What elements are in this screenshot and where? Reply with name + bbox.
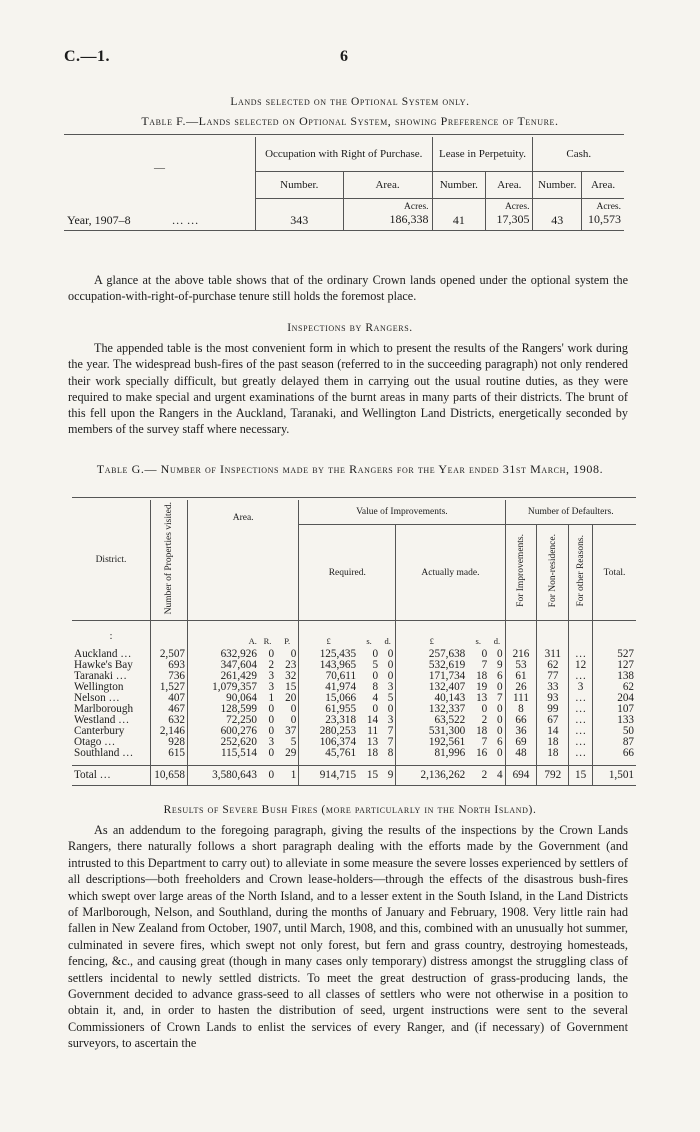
table-g — [72, 500, 636, 786]
table-g-cell-p: 1 — [276, 765, 299, 785]
table-f-blank-head: — — [154, 161, 165, 174]
paragraph-inspections — [68, 340, 628, 438]
table-g-cell-act-s: 13 — [476, 692, 488, 705]
unit-pence: d. — [493, 636, 501, 647]
table-g-cell-res: 93 — [537, 693, 569, 704]
table-g-cell-res: 77 — [537, 671, 569, 682]
table-g-head-nonresidence: For Non-residence. — [547, 533, 558, 608]
table-f-subhead: Area. — [486, 172, 533, 199]
table-g-cell-act-s: 16 — [476, 747, 488, 760]
table-g-head-value: Value of Improvements. — [299, 500, 505, 524]
table-g-cell-req-l: 280,253 — [299, 726, 358, 737]
table-g-cell-props: 10,658 — [151, 765, 188, 785]
table-g-cell-res: 33 — [537, 682, 569, 693]
table-g-cell-act-d: 7 — [496, 692, 503, 705]
table-g-head-district: District. — [95, 555, 127, 566]
table-g-cell-act-d: 6 — [496, 736, 503, 749]
unit-pence: d. — [384, 636, 391, 647]
table-g-cell-tot: 127 — [592, 660, 636, 671]
table-g-cell-district: Wellington — [74, 681, 124, 694]
table-g-cell-r: 0 — [268, 747, 275, 760]
section-title-optional-system: Lands selected on the Optional System only. — [230, 96, 470, 108]
table-g-cell-req-s: 5 — [372, 659, 379, 672]
document-reference: C.—1. — [64, 48, 111, 65]
paragraph-text: The appended table is the most convenient form in which to present the results of the Rangers' work during the year. The widespread bush-fires of the past season (referred to in the succeeding paragraph) not only rendered their work specially difficult, but greatly delayed them in carrying out the usual routine duties, as they were required to make special and urgent examinations of the burnt areas in many parts of their districts. The brunt of this fell upon the Rangers in the Auckland, Taranaki, and Wellington Land Districts, energetically seconded by members of the survey staff where necessary. — [68, 341, 628, 437]
table-g-cell-act-d: 4 — [489, 765, 505, 785]
table-f-cell: 41 — [432, 199, 486, 231]
table-g-cell-res: 14 — [537, 726, 569, 737]
table-g-cell-r: 3 — [268, 670, 275, 683]
section-title-bush-fires: Results of Severe Bush Fires (more particularly in the North Island). — [163, 804, 537, 816]
table-g-head-area: Area. — [188, 500, 299, 621]
table-g-cell-req-s: 0 — [372, 670, 379, 683]
table-g-cell-act-d: 0 — [496, 648, 503, 661]
table-g-cell-district: Canterbury — [74, 725, 125, 738]
table-g-cell-props: 407 — [151, 693, 188, 704]
table-g-cell-district: Taranaki … — [74, 670, 127, 683]
table-g-cell-res: 792 — [537, 765, 569, 785]
table-g-cell-req-s: 15 — [358, 765, 380, 785]
table-g-cell-a: 632,926 — [188, 649, 259, 660]
table-f-caption-text: —Lands selected on Optional System, showing Preference of Tenure. — [186, 114, 559, 128]
table-g-cell-props: 1,527 — [151, 682, 188, 693]
table-f-subhead: Area. — [582, 172, 624, 199]
unit-shillings: s. — [366, 636, 372, 647]
table-g-cell-act-d: 9 — [496, 659, 503, 672]
table-g-cell-tot: 1,501 — [592, 765, 636, 785]
table-g-cell-props: 2,507 — [151, 649, 188, 660]
page-number: 6 — [340, 48, 348, 65]
table-g-cell-props: 2,146 — [151, 726, 188, 737]
table-f — [64, 137, 624, 231]
table-g-head-other: For other Reasons. — [575, 534, 586, 607]
table-g-label: Table G. — [96, 462, 145, 476]
table-g-cell-tot: 66 — [592, 748, 636, 759]
table-g-cell-imp: 53 — [505, 660, 537, 671]
paragraph-text: As an addendum to the foregoing paragraph, giving the results of the inspections by the Crown Lands Rangers, there naturally follows a short paragraph dealing with the efforts made by the Government (and intrusted to this Department to carry out) to alleviate in some measure the severe losses experienced by settlers of all descriptions—both freeholders and Crown lease-holders—through the effects of the disastrous bush-fires which swept over large areas of the North Island, and to a lesser extent in the South Island, in the Land Districts of Marlborough, Nelson, and Southland, during the months of January and February, 1908. Very little rain had fallen in New Zealand from October, 1907, until March, 1908, and this, combined with an unusually hot summer, culminated in severe fires, which swept not only forest, but fern and grass country, destroying homesteads, fencing, &c., and causing great (though in many cases only temporary) distress amongst the struggling class of settlers incidental to newly settled districts. To meet the great destruction of grass-producing lands, the Government decided to advance grass-seed to all classes of settlers who were not otherwise in a position to obtain it, and, in order to hasten the distribution of seed, urgent instructions were sent to the several Commissioners of Crown Lands to enlist the services of every Ranger, and (if necessary) of Government surveyors, to ascertain the — [68, 823, 628, 1051]
table-g-cell-district: Southland … — [74, 747, 134, 760]
table-g-cell-res: 18 — [537, 737, 569, 748]
paragraph-text: A glance at the above table shows that of the ordinary Crown lands opened under the optional system the occupation-with-right-of-purchase tenure still holds the foremost place. — [68, 273, 628, 304]
table-f-subhead: Area. — [343, 172, 432, 199]
table-f-unit: Acres. — [404, 201, 429, 212]
table-g-cell-req-l: 45,761 — [299, 748, 358, 759]
table-g-cell-r: 0 — [259, 765, 276, 785]
table-g-head-properties: Number of Properties visited. — [164, 502, 174, 615]
table-g-cell-imp: 216 — [505, 649, 537, 660]
unit-acres: A. — [188, 621, 259, 650]
page-header — [64, 48, 640, 70]
table-g-cell-imp: 69 — [505, 737, 537, 748]
table-g-cell-a: 347,604 — [188, 660, 259, 671]
table-g-cell-req-d: 9 — [380, 765, 396, 785]
table-g-cell-tot: 133 — [592, 715, 636, 726]
table-g-cell-r: 3 — [268, 681, 275, 694]
table-g-cell-tot: 62 — [592, 682, 636, 693]
table-g-cell-r: 0 — [268, 703, 275, 716]
table-g-cell-a: 1,079,357 — [188, 682, 259, 693]
table-g-cell-req-d: 5 — [387, 692, 394, 705]
table-g-cell-act-s: 19 — [476, 681, 488, 694]
table-g-cell-act-s: 2 — [467, 765, 489, 785]
table-g-cell-a: 261,429 — [188, 671, 259, 682]
table-f-leader-dots: … … — [171, 212, 199, 227]
table-g-cell-oth: 12 — [569, 660, 593, 671]
table-f-label: Table F. — [141, 114, 187, 128]
table-f-subhead: Number. — [432, 172, 486, 199]
unit-shillings: s. — [475, 636, 481, 647]
table-g-cell-act-d: 6 — [496, 670, 503, 683]
table-g-cell-req-s: 8 — [372, 681, 379, 694]
table-g-colon: : — [109, 631, 113, 643]
table-g-cell-imp: 26 — [505, 682, 537, 693]
table-g-cell-a: 128,599 — [188, 704, 259, 715]
table-g-cell-oth: … — [569, 737, 593, 748]
table-g-cell-res: 62 — [537, 660, 569, 671]
table-g-cell-req-d: 0 — [387, 659, 394, 672]
table-f-group-cash: Cash. — [533, 137, 624, 172]
table-g-cell-req-s: 4 — [372, 692, 379, 705]
table-g-cell-p: 23 — [285, 659, 297, 672]
table-g-cell-district: Nelson … — [74, 692, 120, 705]
table-g-cell-r: 2 — [268, 659, 275, 672]
table-g-cell-req-d: 8 — [387, 747, 394, 760]
table-g-cell-r: 0 — [268, 648, 275, 661]
table-g-cell-req-l: 70,611 — [299, 671, 358, 682]
table-g-cell-act-s: 18 — [476, 670, 488, 683]
table-g-cell-props: 928 — [151, 737, 188, 748]
table-g-cell-req-d: 7 — [387, 725, 394, 738]
table-g-cell-req-l: 23,318 — [299, 715, 358, 726]
table-g-cell-r: 0 — [268, 725, 275, 738]
table-g-cell-res: 18 — [537, 748, 569, 759]
table-g-head-total: Total. — [592, 524, 636, 621]
table-g-cell-props: 693 — [151, 660, 188, 671]
table-g-cell-act-l: 132,407 — [396, 682, 467, 693]
table-g-head-defaulters: Number of Defaulters. — [505, 500, 636, 524]
table-g-cell-req-d: 3 — [387, 681, 394, 694]
table-g-cell-res: 311 — [537, 649, 569, 660]
table-g-cell-p: 37 — [285, 725, 297, 738]
table-g-row — [72, 748, 636, 759]
table-f-cell: 17,305 — [496, 211, 530, 226]
table-g-cell-p: 15 — [285, 681, 297, 694]
table-g-cell-district: Marlborough — [74, 703, 134, 716]
table-g-cell-act-l: 132,337 — [396, 704, 467, 715]
table-g-cell-req-l: 61,955 — [299, 704, 358, 715]
table-g-cell-district: Otago … — [74, 736, 116, 749]
table-g-cell-act-l: 63,522 — [396, 715, 467, 726]
table-g-cell-req-s: 18 — [366, 747, 379, 760]
unit-pounds: £ — [396, 621, 467, 650]
table-g-cell-req-s: 11 — [367, 725, 379, 738]
table-g-cell-act-s: 18 — [476, 725, 488, 738]
table-g-total-row — [72, 765, 636, 785]
table-f-subhead: Number. — [256, 172, 344, 199]
unit-perches: P. — [284, 636, 291, 647]
table-g-cell-act-l: 40,143 — [396, 693, 467, 704]
table-g-cell-oth: … — [569, 726, 593, 737]
table-g-top-rule — [72, 497, 636, 498]
table-g-cell-a: 3,580,643 — [188, 765, 259, 785]
table-g-cell-act-d: 0 — [496, 681, 503, 694]
unit-roods: R. — [263, 636, 272, 647]
section-title-inspections: Inspections by Rangers. — [287, 322, 413, 334]
table-g-cell-req-d: 0 — [387, 648, 394, 661]
table-f-cell: 186,338 — [389, 211, 429, 226]
table-f-unit: Acres. — [596, 201, 621, 212]
table-g-head-improvements: For Improvements. — [515, 534, 526, 607]
table-g-head-required: Required. — [299, 524, 396, 621]
table-g-cell-act-d: 0 — [496, 703, 503, 716]
table-g-cell-imp: 48 — [505, 748, 537, 759]
table-g-cell-imp: 694 — [505, 765, 537, 785]
table-g-cell-act-d: 0 — [496, 725, 503, 738]
table-g-cell-district: Total … — [72, 765, 151, 785]
table-g-cell-p: 5 — [290, 736, 297, 749]
table-f-row — [64, 199, 624, 231]
table-g-cell-act-l: 532,619 — [396, 660, 467, 671]
table-g-cell-req-d: 3 — [387, 714, 394, 727]
table-g-cell-oth: … — [569, 671, 593, 682]
table-f-subhead: Number. — [533, 172, 582, 199]
table-g-cell-tot: 87 — [592, 737, 636, 748]
table-f-unit: Acres. — [504, 201, 530, 212]
table-g-cell-imp: 36 — [505, 726, 537, 737]
table-g-cell-res: 67 — [537, 715, 569, 726]
table-g-cell-a: 252,620 — [188, 737, 259, 748]
table-g-cell-props: 615 — [151, 748, 188, 759]
table-g-caption — [68, 462, 632, 477]
table-g-cell-district: Hawke's Bay — [74, 659, 133, 672]
table-g-cell-req-l: 143,965 — [299, 660, 358, 671]
table-g-cell-oth: 3 — [569, 682, 593, 693]
table-f-cell: 343 — [256, 199, 344, 231]
table-g-cell-p: 0 — [290, 703, 297, 716]
table-g-cell-act-s: 7 — [481, 659, 488, 672]
table-g-cell-act-d: 0 — [496, 714, 503, 727]
table-g-cell-req-s: 13 — [366, 736, 379, 749]
table-g-cell-p: 32 — [285, 670, 297, 683]
table-g-cell-act-l: 531,300 — [396, 726, 467, 737]
table-g-cell-act-d: 0 — [496, 747, 503, 760]
table-g-cell-tot: 527 — [592, 649, 636, 660]
table-g-cell-a: 115,514 — [188, 748, 259, 759]
table-g-cell-req-s: 0 — [372, 703, 379, 716]
table-g-cell-p: 0 — [290, 648, 297, 661]
table-f-cell: 43 — [533, 199, 582, 231]
table-f-top-rule — [64, 134, 624, 135]
paragraph-bush-fires — [68, 822, 628, 1052]
table-g-cell-tot: 204 — [592, 693, 636, 704]
table-f-cell: 10,573 — [588, 211, 621, 226]
table-g-cell-act-s: 7 — [481, 736, 488, 749]
table-g-cell-req-s: 0 — [372, 648, 379, 661]
table-g-cell-tot: 50 — [592, 726, 636, 737]
table-g-cell-oth: … — [569, 748, 593, 759]
table-g-cell-req-l: 106,374 — [299, 737, 358, 748]
table-g-cell-p: 20 — [285, 692, 297, 705]
table-g-cell-req-l: 125,435 — [299, 649, 358, 660]
table-f-group-lease: Lease in Perpetuity. — [432, 137, 533, 172]
table-g-cell-oth: 15 — [569, 765, 593, 785]
table-g-caption-text: — Number of Inspections made by the Rangers for the Year ended 31st March, 1908. — [144, 462, 604, 476]
table-g-cell-district: Auckland … — [74, 648, 132, 661]
table-g-cell-req-d: 7 — [387, 736, 394, 749]
table-g-cell-act-l: 81,996 — [396, 748, 467, 759]
table-g-cell-act-l: 192,561 — [396, 737, 467, 748]
table-g-cell-act-s: 0 — [481, 703, 488, 716]
table-g-cell-props: 736 — [151, 671, 188, 682]
table-g-cell-oth: … — [569, 704, 593, 715]
table-g-cell-district: Westland … — [74, 714, 130, 727]
table-g-cell-act-l: 257,638 — [396, 649, 467, 660]
table-g-cell-res: 99 — [537, 704, 569, 715]
table-g-cell-imp: 66 — [505, 715, 537, 726]
table-g-cell-a: 600,276 — [188, 726, 259, 737]
table-g-cell-req-l: 914,715 — [299, 765, 358, 785]
table-g-cell-oth: … — [569, 649, 593, 660]
table-g-cell-req-l: 41,974 — [299, 682, 358, 693]
table-f-group-occupation: Occupation with Right of Purchase. — [256, 137, 433, 172]
table-f-row-label: Year, 1907–8 — [67, 212, 131, 227]
table-g-cell-tot: 138 — [592, 671, 636, 682]
table-g-cell-props: 467 — [151, 704, 188, 715]
table-g-cell-act-l: 2,136,262 — [396, 765, 467, 785]
table-g-cell-a: 90,064 — [188, 693, 259, 704]
table-g-cell-a: 72,250 — [188, 715, 259, 726]
table-g-cell-req-d: 0 — [387, 670, 394, 683]
table-g-cell-imp: 111 — [505, 693, 537, 704]
table-g-cell-r: 3 — [268, 736, 275, 749]
table-g-cell-oth: … — [569, 693, 593, 704]
table-g-cell-req-l: 15,066 — [299, 693, 358, 704]
table-g-cell-r: 1 — [268, 692, 275, 705]
table-g-cell-act-s: 2 — [481, 714, 488, 727]
table-g-cell-tot: 107 — [592, 704, 636, 715]
table-g-cell-p: 29 — [285, 747, 297, 760]
unit-pounds: £ — [299, 621, 358, 650]
table-g-cell-req-d: 0 — [387, 703, 394, 716]
table-g-cell-props: 632 — [151, 715, 188, 726]
table-g-cell-act-l: 171,734 — [396, 671, 467, 682]
table-g-cell-imp: 8 — [505, 704, 537, 715]
table-f-caption — [0, 114, 700, 129]
paragraph-optional-system — [68, 272, 628, 305]
table-g-cell-imp: 61 — [505, 671, 537, 682]
table-g-head-actual: Actually made. — [396, 524, 505, 621]
table-g-cell-r: 0 — [268, 714, 275, 727]
table-g-cell-p: 0 — [290, 714, 297, 727]
table-g-cell-act-s: 0 — [481, 648, 488, 661]
table-g-cell-oth: … — [569, 715, 593, 726]
table-g-cell-req-s: 14 — [366, 714, 379, 727]
